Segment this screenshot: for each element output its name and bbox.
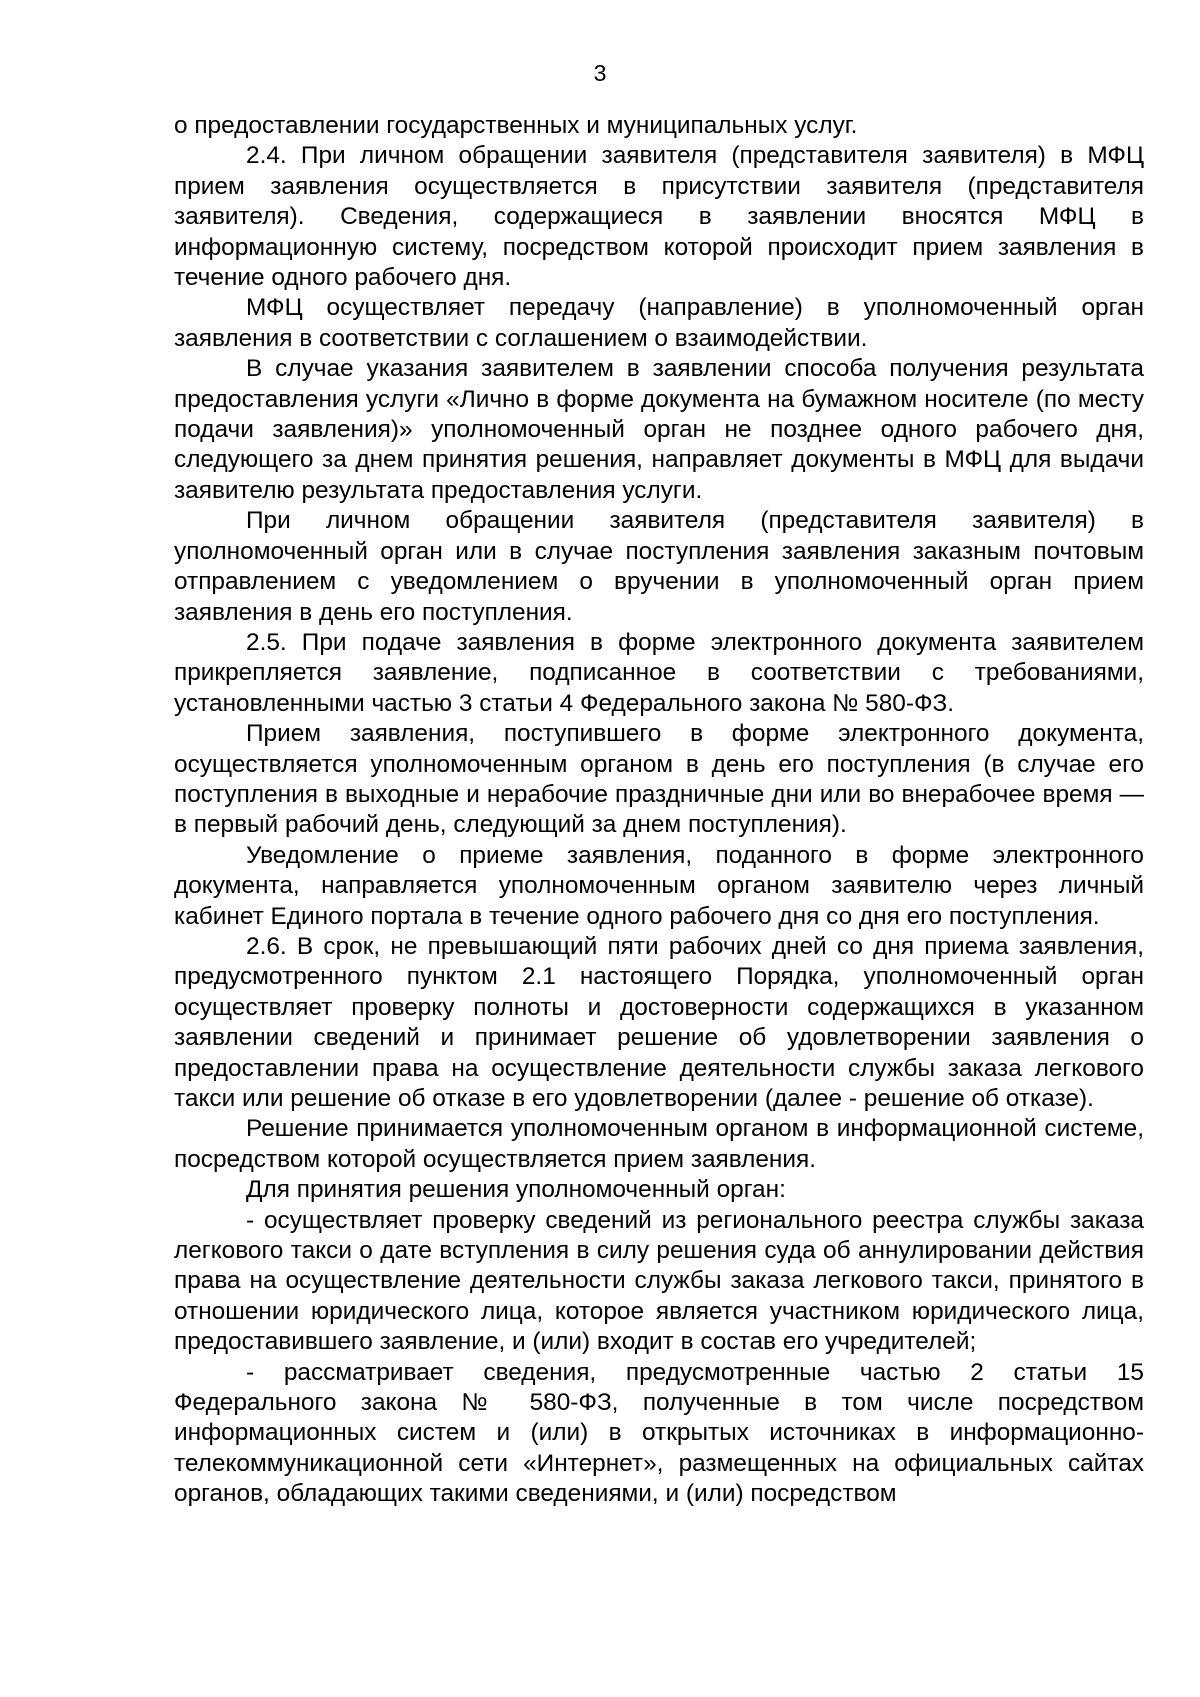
document-body (174, 111, 1144, 1510)
paragraph-electronic-receipt: Прием заявления, поступившего в форме электронного документа, осуществляется уполномоченным органом в день его поступления (в случае его поступления в выходные и нерабочие праздничные дни или во внерабочее время — в первый рабочий день, следующий за днем поступления). (174, 720, 1144, 839)
list-item-review-info: - рассматривает сведения, предусмотренные частью 2 статьи 15 Федерального закона № 580-ФЗ, полученные в том числе посредством информационных систем и (или) в открытых источниках в информационно-телекоммуникационной сети «Интернет», размещенных на официальных сайтах органов, обладающих такими сведениями, и (или) посредством (174, 1358, 1144, 1508)
paragraph-notification: Уведомление о приеме заявления, поданного в форме электронного документа, направляется уполномоченным органом заявителю через личный кабинет Единого портала в течение одного рабочего дня со дня его поступления. (174, 841, 1144, 930)
paragraph-decision-intro: Для принятия решения уполномоченный орган: (246, 1176, 786, 1204)
paragraph-personal-appeal: При личном обращении заявителя (представителя заявителя) в уполномоченный орган или в случае поступления заявления заказным почтовым отправлением с уведомлением о вручении в уполномоченный орган прием заявления в день его поступления. (174, 507, 1144, 626)
page-number: 3 (593, 60, 607, 86)
paragraph-mfc-transfer: МФЦ осуществляет передачу (направление) в уполномоченный орган заявления в соответствии с соглашением о взаимодействии. (174, 294, 1144, 352)
paragraph-2-4: 2.4. При личном обращении заявителя (представителя заявителя) в МФЦ прием заявления осуществляется в присутствии заявителя (представителя заявителя). Сведения, содержащиеся в заявлении вносятся МФЦ в информационную систему, посредством которой происходит прием заявления в течение одного рабочего дня. (174, 142, 1144, 292)
paragraph-continuation: о предоставлении государственных и муниципальных услуг. (174, 112, 858, 139)
paragraph-result-paper: В случае указания заявителем в заявлении способа получения результата предоставления услуги «Лично в форме документа на бумажном носителе (по месту подачи заявления)» уполномоченный орган не позднее одного рабочего дня, следующего за днем принятия решения, направляет документы в МФЦ для выдачи заявителю результата предоставления услуги. (174, 355, 1144, 504)
paragraph-decision: Решение принимается уполномоченным органом в информационной системе, посредством которой осуществляется прием заявления. (174, 1115, 1144, 1173)
list-item-registry-check: - осуществляет проверку сведений из регионального реестра службы заказа легкового такси о дате вступления в силу решения суда об аннулировании действия права на осуществление деятельности службы заказа легкового такси, принятого в отношении юридического лица, которое является участником юридического лица, предоставившего заявление, и (или) входит в состав его учредителей; (174, 1206, 1144, 1356)
paragraph-2-6: 2.6. В срок, не превышающий пяти рабочих дней со дня приема заявления, предусмотренного пунктом 2.1 настоящего Порядка, уполномоченный орган осуществляет проверку полноты и достоверности содержащихся в указанном заявлении сведений и принимает решение об удовлетворении заявления о предоставлении права на осуществление деятельности службы заказа легкового такси или решение об отказе в его удовлетворении (далее - решение об отказе). (174, 932, 1144, 1112)
paragraph-2-5: 2.5. При подаче заявления в форме электронного документа заявителем прикрепляется заявление, подписанное в соответствии с требованиями, установленными частью 3 статьи 4 Федерального закона № 580-ФЗ. (174, 628, 1144, 717)
